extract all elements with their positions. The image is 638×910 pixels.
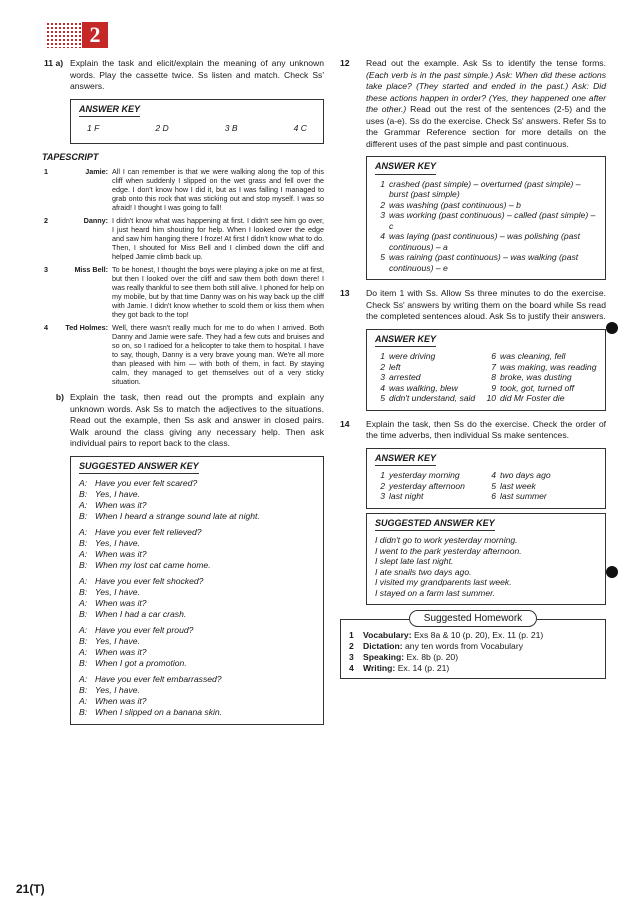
line-text: Have you ever felt embarrassed? [95, 674, 222, 684]
line-text: Well, there wasn't really much for me to do when I arrived. Both Danny and Jamie were safe. They had a few cuts and bruises and so on, so I radioed for a helicopter to take them to hospital. I have to say, though, Danny is a very brave young man. We're all more than pleased with him — with both of them, in fact. By staying calm, they managed to get themselves out of a very sticky situation. [112, 323, 324, 386]
answer-item [375, 231, 597, 252]
unit-number: 2 [82, 22, 108, 48]
box-title: SUGGESTED ANSWER KEY [375, 518, 495, 532]
speaker: A: [79, 647, 88, 657]
line-number: 1 [44, 167, 48, 176]
answer-text: was laying (past continuous) – was polishing (past continuous) – a [389, 231, 581, 252]
bullet-dot-icon [606, 566, 618, 578]
answer-item [486, 393, 597, 404]
speaker: A: [79, 598, 88, 608]
line-text: Yes, I have. [95, 489, 140, 499]
line-text: When I got a promotion. [95, 658, 187, 668]
homework-label: Vocabulary: [363, 629, 412, 640]
dot-pattern [46, 22, 82, 48]
answer-item [486, 372, 597, 383]
item-13 [340, 288, 606, 323]
answer-key-13 [366, 329, 606, 411]
item-14 [340, 419, 606, 442]
item-11b [44, 392, 324, 450]
speaker: B: [79, 538, 88, 548]
answer-number: 5 [380, 393, 385, 403]
tapescript-line [44, 323, 324, 386]
line-text: I didn't know what was happening at first. I didn't see him go over, I just heard him shouting for help. When I looked over the edge and saw him hanging there I froze! At first I didn't know what to do. Then, I shouted for Miss Bell and I climbed down the cliff and helped Jamie climb back up. [112, 216, 324, 261]
dialogue-line [79, 538, 315, 549]
answer-list [375, 179, 597, 274]
line-text: When my lost cat came home. [95, 560, 211, 570]
box-title: SUGGESTED ANSWER KEY [79, 461, 199, 475]
box-title: ANSWER KEY [375, 453, 436, 467]
speaker: A: [79, 500, 88, 510]
answer-line: I didn't go to work yesterday morning. [375, 535, 518, 545]
answer-text: was making, was reading [500, 361, 597, 372]
answer-item [375, 179, 597, 200]
dialogue-line [79, 527, 315, 538]
item-text: Explain the task and elicit/explain the meaning of any unknown words. Play the cassette twice. Ss listen and match. Check Ss' answers. [70, 58, 324, 91]
homework-item [349, 630, 597, 641]
answer-text: was cleaning, fell [500, 351, 566, 361]
answer-row [79, 121, 315, 137]
answer-item [486, 362, 597, 373]
answer-text: arrested [389, 372, 421, 382]
line-text: To be honest, I thought the boys were playing a joke on me at first, but then I looked over the cliff and saw them both down there! I was really thankful to see them both still alive. I phoned for help on my mobile, but by that time Danny was on his way back up the cliff with Jamie. I didn't know whether to scold them or kiss them when they got back to the top! [112, 265, 324, 319]
speaker: B: [79, 707, 88, 717]
speaker: A: [79, 674, 88, 684]
dialogue-line [79, 549, 315, 560]
answer: 2 D [155, 123, 169, 133]
homework-number: 2 [349, 640, 354, 651]
homework-item [349, 663, 597, 674]
homework-title: Suggested Homework [409, 610, 537, 627]
answer-item [375, 481, 486, 492]
dialogue-line [79, 500, 315, 511]
tapescript-line [44, 216, 324, 261]
answer-column-2 [486, 351, 597, 404]
answer-number: 2 [380, 480, 385, 491]
dialogue-line [79, 560, 315, 571]
item-number: 14 [340, 418, 350, 429]
line-text: When was it? [95, 500, 147, 510]
answer-number: 4 [491, 470, 496, 480]
homework-number: 3 [349, 651, 354, 662]
answer-item [375, 252, 597, 273]
item-text: Explain the task, then read out the prompts and explain any unknown words. Ask Ss to match the adjectives to the situations. Read out the example, then Ss ask and answer in closed pairs. Walk around the class giving any necessary help. Then ask individual pairs to report back to the class. [70, 392, 324, 448]
answer-key-14 [366, 448, 606, 509]
answer-item [375, 200, 597, 211]
line-text: When I heard a strange sound late at night. [95, 511, 260, 521]
item-number: 11 a) [44, 58, 64, 68]
answer-text: left [389, 361, 401, 372]
line-text: Yes, I have. [95, 636, 140, 646]
answer-text: took, got, turned off [500, 382, 575, 393]
dialogues [79, 478, 315, 718]
answer-text: last summer [500, 491, 547, 501]
homework-text [363, 641, 523, 652]
dialogue-line [79, 658, 315, 669]
homework-text [363, 630, 543, 641]
line-number: 4 [44, 323, 48, 332]
homework-section [340, 613, 606, 679]
answer-item [486, 383, 597, 394]
answer-number: 4 [380, 231, 385, 241]
answer: 4 C [293, 123, 307, 133]
item-number: b) [55, 392, 64, 402]
homework-detail: Exs 8a & 10 (p. 20), Ex. 11 (p. 21) [411, 629, 544, 640]
speaker: A: [79, 696, 88, 706]
answer-number: 6 [491, 491, 496, 501]
answer-text: crashed (past simple) – overturned (past simple) – burst (past simple) [389, 178, 581, 199]
speaker: A: [79, 625, 88, 635]
line-text: Yes, I have. [95, 685, 140, 695]
homework-detail: any ten words from Vocabulary [402, 640, 523, 651]
unit-badge [46, 22, 108, 48]
item-text-b: (Each verb is in the past simple.) Ask: When did these actions take place? (They started and ended in the past.) Ask: Did these actions happen in order? (Yes, they happened one after the other.) [366, 69, 606, 114]
suggested-answer-key-14 [366, 513, 606, 606]
dialogue-line [79, 674, 315, 685]
speaker: B: [79, 587, 88, 597]
answer-number: 3 [380, 210, 385, 220]
line-text: When was it? [95, 549, 147, 559]
answer-number: 5 [380, 252, 385, 262]
answer-number: 8 [491, 372, 496, 382]
tapescript-line [44, 167, 324, 212]
answer: 3 B [224, 123, 238, 133]
line-text: Have you ever felt proud? [95, 625, 194, 635]
homework-text [363, 652, 458, 663]
item-text [366, 58, 606, 150]
answer-number: 5 [491, 480, 496, 491]
answer-column-2 [486, 470, 597, 502]
answer-column-1 [375, 470, 486, 502]
answer-line: I ate snails two days ago. [375, 566, 472, 577]
item-text: Do item 1 with Ss. Allow Ss three minutes to do the exercise. Check Ss' answers by writing them on the board while Ss read the completed sentences aloud. Ask Ss to justify their answers. [366, 288, 606, 321]
answer-text: broke, was dusting [500, 372, 572, 382]
line-text: When was it? [95, 696, 147, 706]
answer-number: 3 [380, 372, 385, 382]
answer-item [375, 383, 486, 394]
speaker: B: [79, 489, 88, 499]
line-text: Have you ever felt relieved? [95, 527, 202, 537]
answer-number: 1 [380, 351, 385, 361]
speaker: B: [79, 658, 88, 668]
answer-item [486, 481, 597, 492]
box-title: ANSWER KEY [375, 161, 436, 175]
dialogue-line [79, 647, 315, 658]
speaker: Jamie: [85, 167, 108, 176]
answer-number: 10 [486, 393, 496, 403]
item-text-a: Read out the example. Ask Ss to identify the tense forms. [366, 58, 606, 68]
answer-number: 6 [491, 351, 496, 361]
answer-grid [375, 470, 597, 502]
answer-key-11 [70, 99, 324, 144]
dialogue-line [79, 598, 315, 609]
dialogue-line [79, 478, 315, 489]
speaker: Miss Bell: [74, 265, 108, 274]
dialogue-line [79, 609, 315, 620]
item-number: 12 [340, 58, 350, 68]
answer: 1 F [87, 123, 100, 133]
dialogue-line [79, 696, 315, 707]
answer-text: were driving [389, 351, 436, 361]
answer-text: was working (past continuous) – called (past simple) – c [389, 210, 596, 231]
item-11a [44, 58, 324, 93]
speaker: B: [79, 609, 88, 619]
answer-text: two days ago [500, 470, 551, 480]
speaker: A: [79, 478, 88, 488]
speaker: B: [79, 560, 88, 570]
answer-line: I slept late last night. [375, 556, 454, 566]
answer-column-1 [375, 351, 486, 404]
line-number: 3 [44, 265, 48, 274]
homework-detail: Ex. 14 (p. 21) [395, 662, 450, 673]
answer-number: 2 [380, 199, 385, 210]
right-column [340, 58, 606, 679]
homework-label: Writing: [363, 662, 396, 673]
answer-number: 3 [380, 491, 385, 501]
homework-item [349, 641, 597, 652]
page-number: 21(T) [16, 882, 45, 896]
homework-number: 4 [349, 662, 354, 673]
speaker: B: [79, 685, 88, 695]
answer-number: 7 [491, 361, 496, 372]
answer-text: yesterday morning [389, 470, 460, 480]
speaker: A: [79, 549, 88, 559]
answer-line: I went to the park yesterday afternoon. [375, 545, 522, 556]
line-text: When was it? [95, 647, 147, 657]
homework-label: Speaking: [363, 651, 405, 662]
dialogue-line [79, 636, 315, 647]
answer-grid [375, 351, 597, 404]
line-text: Yes, I have. [95, 587, 140, 597]
speaker: A: [79, 527, 88, 537]
answer-item [375, 470, 486, 481]
line-text: Have you ever felt scared? [95, 478, 198, 488]
suggested-answer-key-11b [70, 456, 324, 726]
answer-key-12 [366, 156, 606, 280]
speaker: Danny: [83, 216, 108, 225]
item-text-c: Read out the rest of the sentences (2-5) and the uses (a-e). Ss do the exercise. Check Ss' answers. Refer Ss to the Grammar Reference section for more details on the different uses of the past simple and past continuous. [366, 104, 606, 149]
dialogue-line [79, 576, 315, 587]
line-text: Have you ever felt shocked? [95, 576, 204, 586]
answer-item [375, 210, 597, 231]
answer-item [375, 491, 486, 502]
line-number: 2 [44, 216, 48, 225]
dialogue-line [79, 511, 315, 522]
homework-detail: Ex. 8b (p. 20) [404, 651, 459, 662]
left-column [44, 58, 324, 733]
tapescript-title: TAPESCRIPT [42, 151, 99, 162]
answer-text: last week [500, 480, 536, 491]
homework-item [349, 652, 597, 663]
answer-text: did Mr Foster die [500, 393, 565, 403]
speaker: B: [79, 636, 88, 646]
answer-number: 9 [491, 382, 496, 393]
item-12 [340, 58, 606, 150]
answer-text: didn't understand, said [389, 393, 476, 403]
answer-item [486, 491, 597, 502]
answer-text: was walking, blew [389, 382, 458, 393]
box-title: ANSWER KEY [375, 334, 436, 348]
homework-text [363, 663, 449, 674]
box-title: ANSWER KEY [79, 104, 140, 118]
dialogue-line [79, 707, 315, 718]
homework-label: Dictation: [363, 640, 403, 651]
tapescript [44, 167, 324, 386]
dialogue-line [79, 625, 315, 636]
answer-item [375, 351, 486, 362]
dialogue-line [79, 685, 315, 696]
bullet-dot-icon [606, 322, 618, 334]
homework-title-wrap [340, 613, 606, 625]
answer-text: was raining (past continuous) – was walking (past continuous) – e [389, 252, 579, 273]
line-text: All I can remember is that we were walking along the top of this cliff when suddenly I slipped on the wet grass and fell over the edge. I don't know how I did it, but as I was falling I managed to grab onto this rock that was sticking out and stop myself. I was so afraid! I thought I was going to fall! [112, 167, 324, 212]
homework-number: 1 [349, 629, 354, 640]
line-text: When I slipped on a banana skin. [95, 707, 223, 717]
answer-lines [375, 535, 597, 598]
dialogue-line [79, 489, 315, 500]
answer-item [486, 351, 597, 362]
answer-item [486, 470, 597, 481]
speaker: B: [79, 511, 88, 521]
item-text: Explain the task, then Ss do the exercise. Check the order of the time adverbs, then individual Ss make sentences. [366, 418, 606, 440]
line-text: When I had a car crash. [95, 609, 187, 619]
answer-text: yesterday afternoon [389, 480, 465, 491]
homework-box [340, 619, 606, 679]
speaker: A: [79, 576, 88, 586]
answer-number: 1 [380, 470, 385, 480]
answer-line: I visited my grandparents last week. [375, 577, 512, 587]
answer-item [375, 393, 486, 404]
speaker: Ted Holmes: [65, 323, 108, 332]
answer-item [375, 362, 486, 373]
answer-number: 4 [380, 382, 385, 393]
answer-number: 2 [380, 361, 385, 372]
answer-text: was washing (past continuous) – b [389, 199, 521, 210]
answer-line: I stayed on a farm last summer. [375, 587, 496, 598]
tapescript-line [44, 265, 324, 319]
answer-item [375, 372, 486, 383]
dialogue-line [79, 587, 315, 598]
line-text: Yes, I have. [95, 538, 140, 548]
line-text: When was it? [95, 598, 147, 608]
answer-number: 1 [380, 178, 385, 189]
item-number: 13 [340, 288, 350, 298]
answer-text: last night [389, 491, 424, 501]
